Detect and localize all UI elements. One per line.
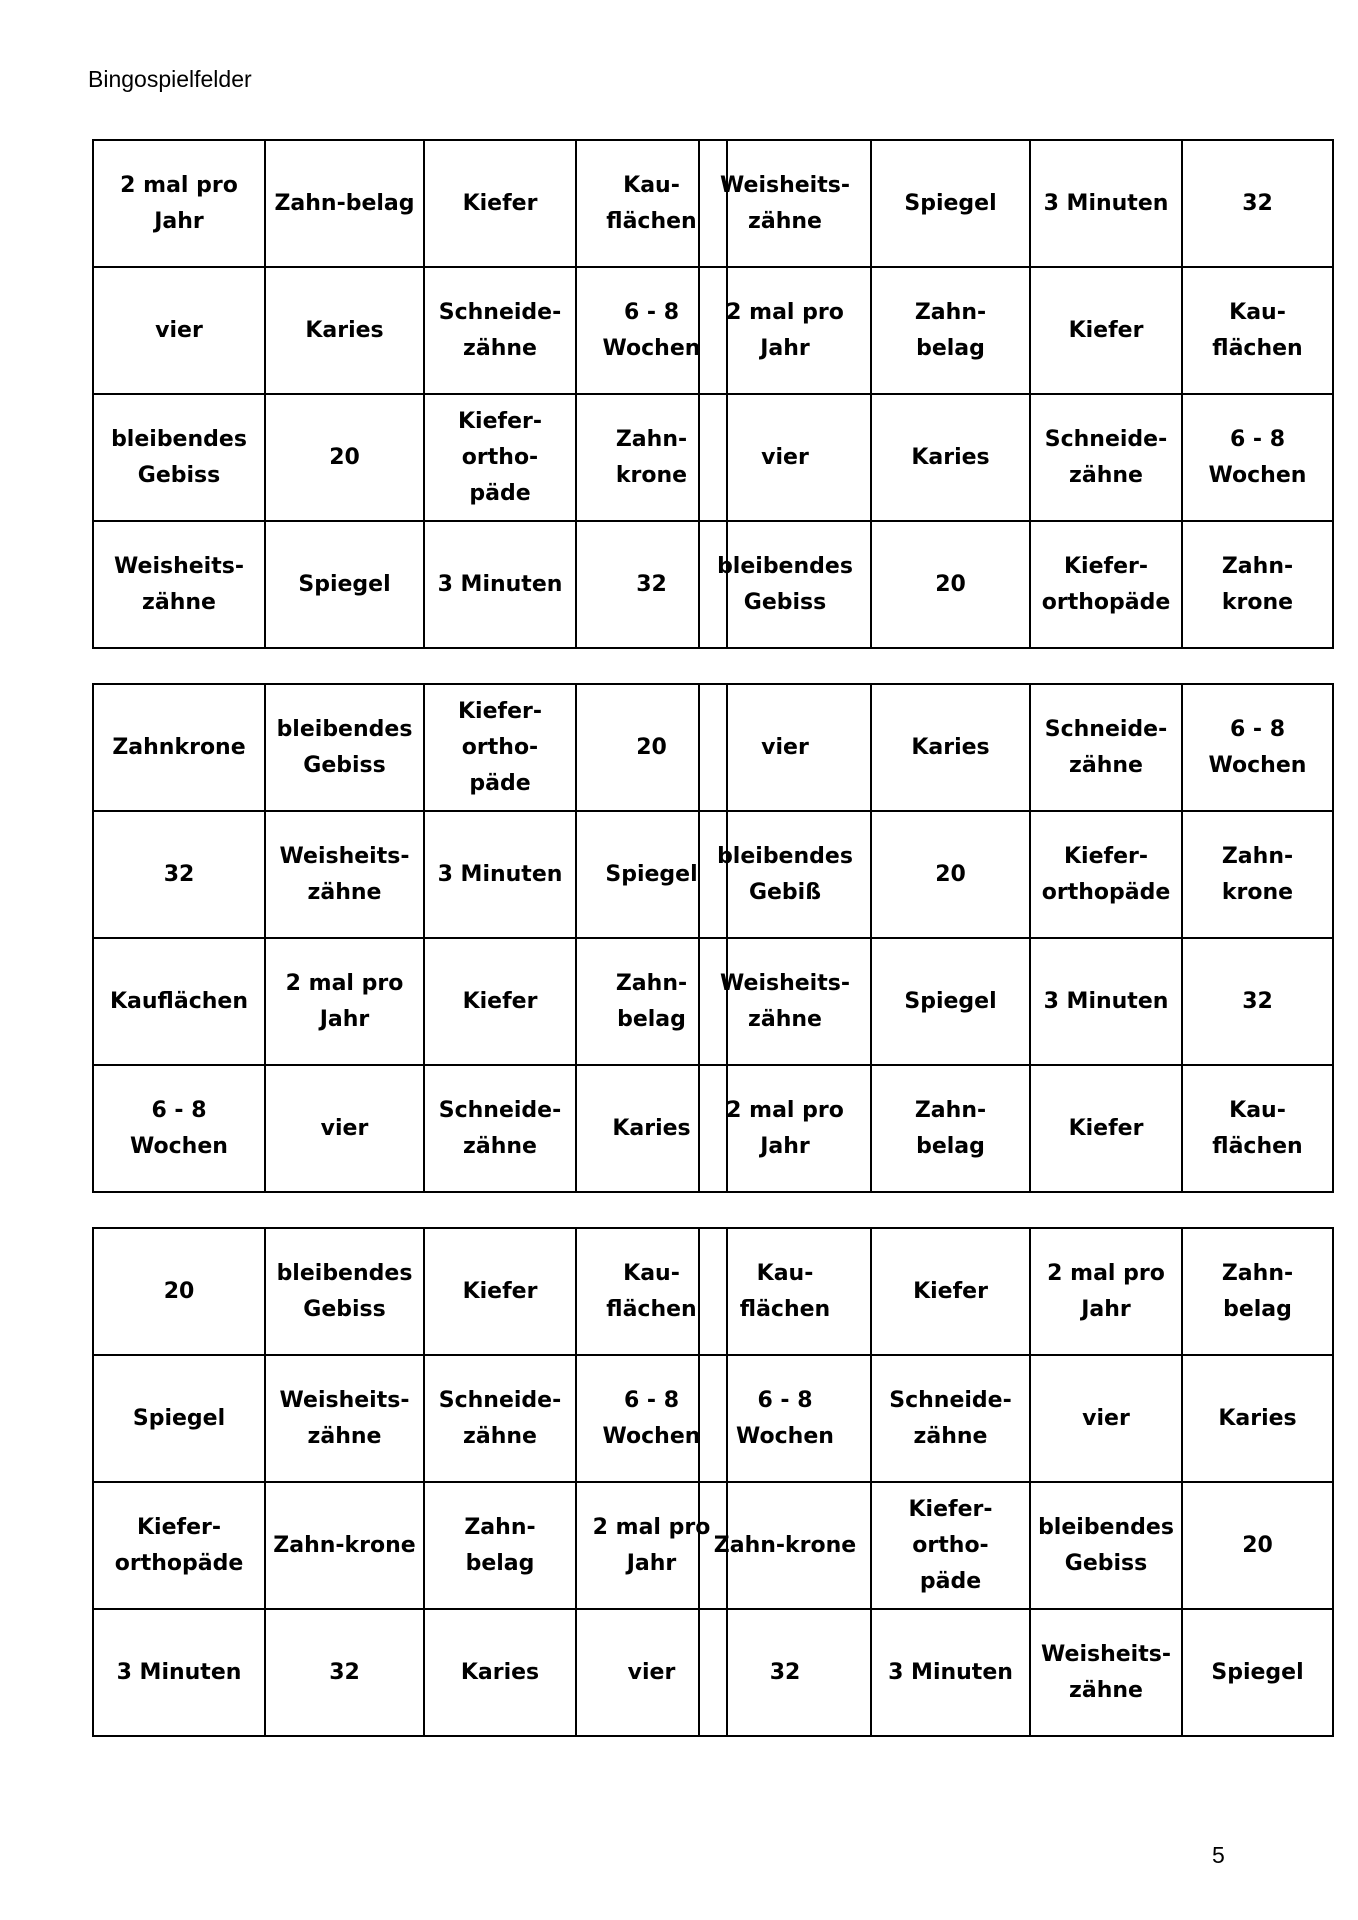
bingo-cell: Kiefer- ortho- päde xyxy=(424,684,576,811)
bingo-row xyxy=(93,811,727,938)
bingo-cell: 2 mal pro Jahr xyxy=(93,140,265,267)
bingo-cell: Kau- flächen xyxy=(1182,1065,1333,1192)
bingo-cell: bleibendes Gebiss xyxy=(265,1228,424,1355)
bingo-cell: bleibendes Gebiss xyxy=(93,394,265,521)
bingo-cell: Zahn-krone xyxy=(265,1482,424,1609)
bingo-cell: 2 mal pro Jahr xyxy=(265,938,424,1065)
bingo-cell: Kiefer- ortho- päde xyxy=(871,1482,1030,1609)
bingo-cell: Kiefer xyxy=(424,140,576,267)
bingo-row xyxy=(93,140,727,267)
bingo-cell: Zahn- belag xyxy=(871,1065,1030,1192)
bingo-row xyxy=(93,938,727,1065)
bingo-row xyxy=(93,684,727,811)
bingo-cell: Kiefer xyxy=(424,938,576,1065)
bingo-cell: vier xyxy=(699,684,871,811)
bingo-card-1 xyxy=(92,139,728,649)
bingo-row xyxy=(93,521,727,648)
bingo-cell: Spiegel xyxy=(576,811,727,938)
bingo-cell: 20 xyxy=(871,811,1030,938)
page-header-title: Bingospielfelder xyxy=(88,66,252,92)
bingo-cell: Spiegel xyxy=(93,1355,265,1482)
bingo-row xyxy=(93,1355,727,1482)
bingo-cell: vier xyxy=(576,1609,727,1736)
bingo-cell: 6 - 8 Wochen xyxy=(576,267,727,394)
bingo-cards-grid xyxy=(92,139,1307,1737)
bingo-cell: 32 xyxy=(1182,140,1333,267)
bingo-cell: vier xyxy=(93,267,265,394)
bingo-cell: Karies xyxy=(265,267,424,394)
bingo-cell: 3 Minuten xyxy=(871,1609,1030,1736)
bingo-cell: Zahn- belag xyxy=(1182,1228,1333,1355)
bingo-row xyxy=(699,811,1333,938)
bingo-cell: Karies xyxy=(1182,1355,1333,1482)
bingo-cell: 6 - 8 Wochen xyxy=(1182,394,1333,521)
bingo-cell: Kiefer- ortho- päde xyxy=(424,394,576,521)
bingo-row xyxy=(699,267,1333,394)
bingo-cell: Zahn- krone xyxy=(576,394,727,521)
bingo-cell: Kiefer xyxy=(871,1228,1030,1355)
bingo-cell: Zahn- belag xyxy=(871,267,1030,394)
bingo-cell: 2 mal pro Jahr xyxy=(699,267,871,394)
bingo-row xyxy=(93,1609,727,1736)
bingo-cell: 6 - 8 Wochen xyxy=(699,1355,871,1482)
bingo-cell: Schneide- zähne xyxy=(424,1065,576,1192)
bingo-cell: Kiefer xyxy=(1030,267,1182,394)
bingo-cell: 2 mal pro Jahr xyxy=(1030,1228,1182,1355)
bingo-row xyxy=(93,267,727,394)
bingo-cell: Karies xyxy=(576,1065,727,1192)
bingo-cell: Kau- flächen xyxy=(1182,267,1333,394)
bingo-card-2 xyxy=(698,139,1334,649)
bingo-cell: 20 xyxy=(265,394,424,521)
bingo-row xyxy=(699,684,1333,811)
bingo-cell: 32 xyxy=(576,521,727,648)
bingo-cell: Weisheits- zähne xyxy=(699,140,871,267)
bingo-cell: Zahnkrone xyxy=(93,684,265,811)
bingo-cell: 6 - 8 Wochen xyxy=(1182,684,1333,811)
bingo-card-4 xyxy=(698,683,1334,1193)
bingo-cell: Kauflächen xyxy=(93,938,265,1065)
bingo-row xyxy=(93,1228,727,1355)
bingo-cell: Spiegel xyxy=(1182,1609,1333,1736)
bingo-row xyxy=(699,1355,1333,1482)
bingo-cell: Spiegel xyxy=(265,521,424,648)
bingo-cell: Zahn- belag xyxy=(424,1482,576,1609)
bingo-cell: Kiefer- orthopäde xyxy=(93,1482,265,1609)
bingo-row xyxy=(699,394,1333,521)
bingo-row xyxy=(699,1065,1333,1192)
bingo-card-3 xyxy=(92,683,728,1193)
bingo-cell: 32 xyxy=(699,1609,871,1736)
page-number: 5 xyxy=(1212,1842,1225,1868)
bingo-cell: Schneide- zähne xyxy=(1030,394,1182,521)
bingo-row xyxy=(93,1065,727,1192)
bingo-cell: 32 xyxy=(265,1609,424,1736)
bingo-cell: bleibendes Gebiß xyxy=(699,811,871,938)
bingo-cell: vier xyxy=(265,1065,424,1192)
bingo-cell: Kau- flächen xyxy=(576,1228,727,1355)
bingo-card-6 xyxy=(698,1227,1334,1737)
bingo-cell: Spiegel xyxy=(871,938,1030,1065)
bingo-cell: Kau- flächen xyxy=(576,140,727,267)
bingo-cell: Spiegel xyxy=(871,140,1030,267)
bingo-cell: Schneide- zähne xyxy=(424,267,576,394)
bingo-cell: Schneide- zähne xyxy=(1030,684,1182,811)
bingo-cell: 6 - 8 Wochen xyxy=(93,1065,265,1192)
bingo-cell: Karies xyxy=(424,1609,576,1736)
bingo-row xyxy=(699,521,1333,648)
bingo-cell: Kiefer xyxy=(1030,1065,1182,1192)
bingo-cell: 32 xyxy=(1182,938,1333,1065)
bingo-cell: vier xyxy=(1030,1355,1182,1482)
bingo-cell: 32 xyxy=(93,811,265,938)
bingo-cell: Zahn- krone xyxy=(1182,811,1333,938)
bingo-cell: Karies xyxy=(871,394,1030,521)
bingo-cell: Schneide- zähne xyxy=(871,1355,1030,1482)
bingo-cell: bleibendes Gebiss xyxy=(265,684,424,811)
bingo-cell: 3 Minuten xyxy=(1030,140,1182,267)
bingo-row xyxy=(699,140,1333,267)
bingo-cell: Weisheits- zähne xyxy=(1030,1609,1182,1736)
bingo-cell: bleibendes Gebiss xyxy=(699,521,871,648)
bingo-cell: Weisheits- zähne xyxy=(93,521,265,648)
bingo-cell: Kiefer- orthopäde xyxy=(1030,811,1182,938)
bingo-cell: 6 - 8 Wochen xyxy=(576,1355,727,1482)
bingo-row xyxy=(93,1482,727,1609)
bingo-row xyxy=(699,938,1333,1065)
bingo-cell: 3 Minuten xyxy=(424,811,576,938)
bingo-cell: 20 xyxy=(576,684,727,811)
bingo-cell: Zahn-krone xyxy=(699,1482,871,1609)
bingo-cell: 3 Minuten xyxy=(424,521,576,648)
bingo-cell: Kiefer- orthopäde xyxy=(1030,521,1182,648)
bingo-cell: 20 xyxy=(93,1228,265,1355)
bingo-cell: Zahn- krone xyxy=(1182,521,1333,648)
bingo-cell: 2 mal pro Jahr xyxy=(576,1482,727,1609)
bingo-row xyxy=(699,1609,1333,1736)
bingo-row xyxy=(699,1228,1333,1355)
bingo-cell: Zahn-belag xyxy=(265,140,424,267)
bingo-cell: Kau- flächen xyxy=(699,1228,871,1355)
bingo-cell: Schneide- zähne xyxy=(424,1355,576,1482)
bingo-row xyxy=(93,394,727,521)
bingo-cell: 3 Minuten xyxy=(1030,938,1182,1065)
bingo-cell: vier xyxy=(699,394,871,521)
bingo-cell: 20 xyxy=(871,521,1030,648)
bingo-cell: bleibendes Gebiss xyxy=(1030,1482,1182,1609)
bingo-cell: Weisheits- zähne xyxy=(265,1355,424,1482)
bingo-cell: 20 xyxy=(1182,1482,1333,1609)
bingo-row xyxy=(699,1482,1333,1609)
bingo-cell: Zahn- belag xyxy=(576,938,727,1065)
bingo-cell: 2 mal pro Jahr xyxy=(699,1065,871,1192)
bingo-cell: Weisheits- zähne xyxy=(699,938,871,1065)
bingo-cell: Karies xyxy=(871,684,1030,811)
bingo-cell: Kiefer xyxy=(424,1228,576,1355)
bingo-cell: Weisheits- zähne xyxy=(265,811,424,938)
bingo-card-5 xyxy=(92,1227,728,1737)
bingo-cell: 3 Minuten xyxy=(93,1609,265,1736)
